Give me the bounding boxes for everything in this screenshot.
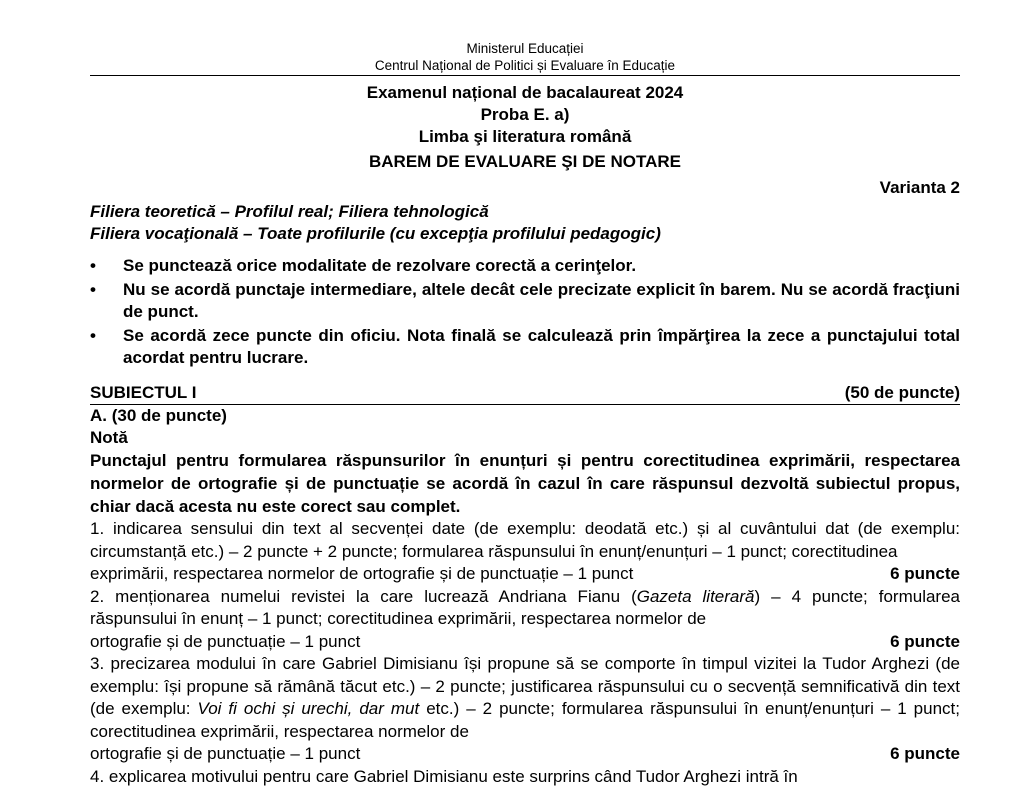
- item-points: 6 puncte: [890, 631, 960, 651]
- filiera-block: [90, 201, 960, 245]
- center-name: Centrul Național de Politici și Evaluare în Educație: [374, 58, 676, 73]
- scoring-item-3: [90, 653, 960, 743]
- scoring-item-3-end: [90, 743, 960, 766]
- rule-text: Se punctează orice modalitate de rezolvare corectă a cerinţelor.: [123, 256, 637, 275]
- filiera-line-2: Filiera vocaţională – Toate profilurile (cu excepţia profilului pedagogic): [90, 224, 661, 243]
- part-a-heading: A. (30 de puncte): [90, 406, 227, 425]
- rules-list: [90, 255, 960, 369]
- filiera-line-1: Filiera teoretică – Profilul real; Filiera tehnologică: [90, 202, 489, 221]
- rule-text: Nu se acordă punctaje intermediare, altele decât cele precizate explicit în barem. Nu se acordă fracţiuni de punct.: [123, 280, 960, 321]
- item-text: 1. indicarea sensului din text al secvenței date (de exemplu: deodată etc.) și al cuvântului dat (de exemplu: circumstanță etc.) – 2 puncte + 2 puncte; formularea răspunsului în enunț/enunțuri – 1 punct; corectitudinea: [90, 519, 960, 561]
- item-points: 6 puncte: [890, 744, 960, 763]
- item-italic: Voi fi ochi și urechi, dar mut: [197, 699, 420, 718]
- document-page: [90, 0, 960, 811]
- subject-title: SUBIECTUL I: [90, 383, 197, 402]
- list-item: [90, 255, 960, 277]
- item-points: 6 puncte: [890, 564, 960, 583]
- bullet-icon: •: [90, 256, 96, 275]
- barem-title: BAREM DE EVALUARE ŞI DE NOTARE: [368, 152, 681, 171]
- variant-label: Varianta 2: [879, 178, 960, 197]
- subject-title: Limba şi literatura română: [418, 127, 632, 146]
- bullet-icon: •: [90, 326, 96, 345]
- subject-points: (50 de puncte): [844, 383, 960, 402]
- item-text: 2. menționarea numelui revistei la care lucrează Andriana Fianu (: [90, 586, 637, 606]
- item-italic: Gazeta literară: [636, 586, 755, 606]
- list-item: [90, 325, 960, 369]
- scoring-item-1-end: [90, 563, 960, 586]
- item-text: ortografie și de punctuație – 1 punct: [90, 744, 361, 763]
- ministry-name: Ministerul Educației: [466, 41, 584, 56]
- rule-text: Se acordă zece puncte din oficiu. Nota finală se calculează prin împărţirea la zece a punctajului total acordat pentru lucrare.: [123, 326, 960, 367]
- list-item: [90, 279, 960, 323]
- document-header: [90, 0, 960, 74]
- scoring-item-2: [90, 586, 960, 631]
- subject-heading: [90, 382, 960, 405]
- scoring-item-4: [90, 766, 960, 789]
- bullet-icon: •: [90, 280, 96, 299]
- item-text: 3. precizarea modului în care Gabriel Dimisianu își propune să se comporte în timpul vizitei la Tudor Arghezi (de exemplu: își propune să rămână tăcut etc.) – 2 puncte; justificarea răspunsului cu o secvență semnificativă din text (de exemplu:: [90, 654, 960, 718]
- title-block: [90, 82, 960, 173]
- scoring-item-2-end: [90, 631, 960, 654]
- exam-title: Examenul național de bacalaureat 2024: [366, 83, 684, 102]
- item-text: 4. explicarea motivului pentru care Gabriel Dimisianu este surprins când Tudor Arghezi intră în: [90, 766, 798, 786]
- item-text: ) – 4 puncte; formularea răspunsului în enunț – 1 punct; corectitudinea exprimării, respectarea normelor de: [90, 586, 961, 628]
- item-text: ortografie și de punctuație – 1 punct: [90, 631, 361, 651]
- note-label: Notă: [90, 428, 128, 447]
- proba-title: Proba E. a): [480, 105, 570, 124]
- item-text: etc.) – 2 puncte; formularea răspunsului în enunț/enunțuri – 1 punct; corectitudinea exprimării, respectarea normelor de: [90, 699, 960, 741]
- scoring-item-1: [90, 518, 960, 563]
- item-text: exprimării, respectarea normelor de ortografie și de punctuație – 1 punct: [90, 564, 634, 583]
- header-divider: [90, 75, 960, 76]
- note-text: Punctajul pentru formularea răspunsurilor în enunțuri și pentru corectitudinea exprimării, respectarea normelor de ortografie și de punctuație se acordă în cazul în care răspunsul dezvoltă subiectul propus, chiar dacă acesta nu este corect sau complet.: [90, 451, 960, 516]
